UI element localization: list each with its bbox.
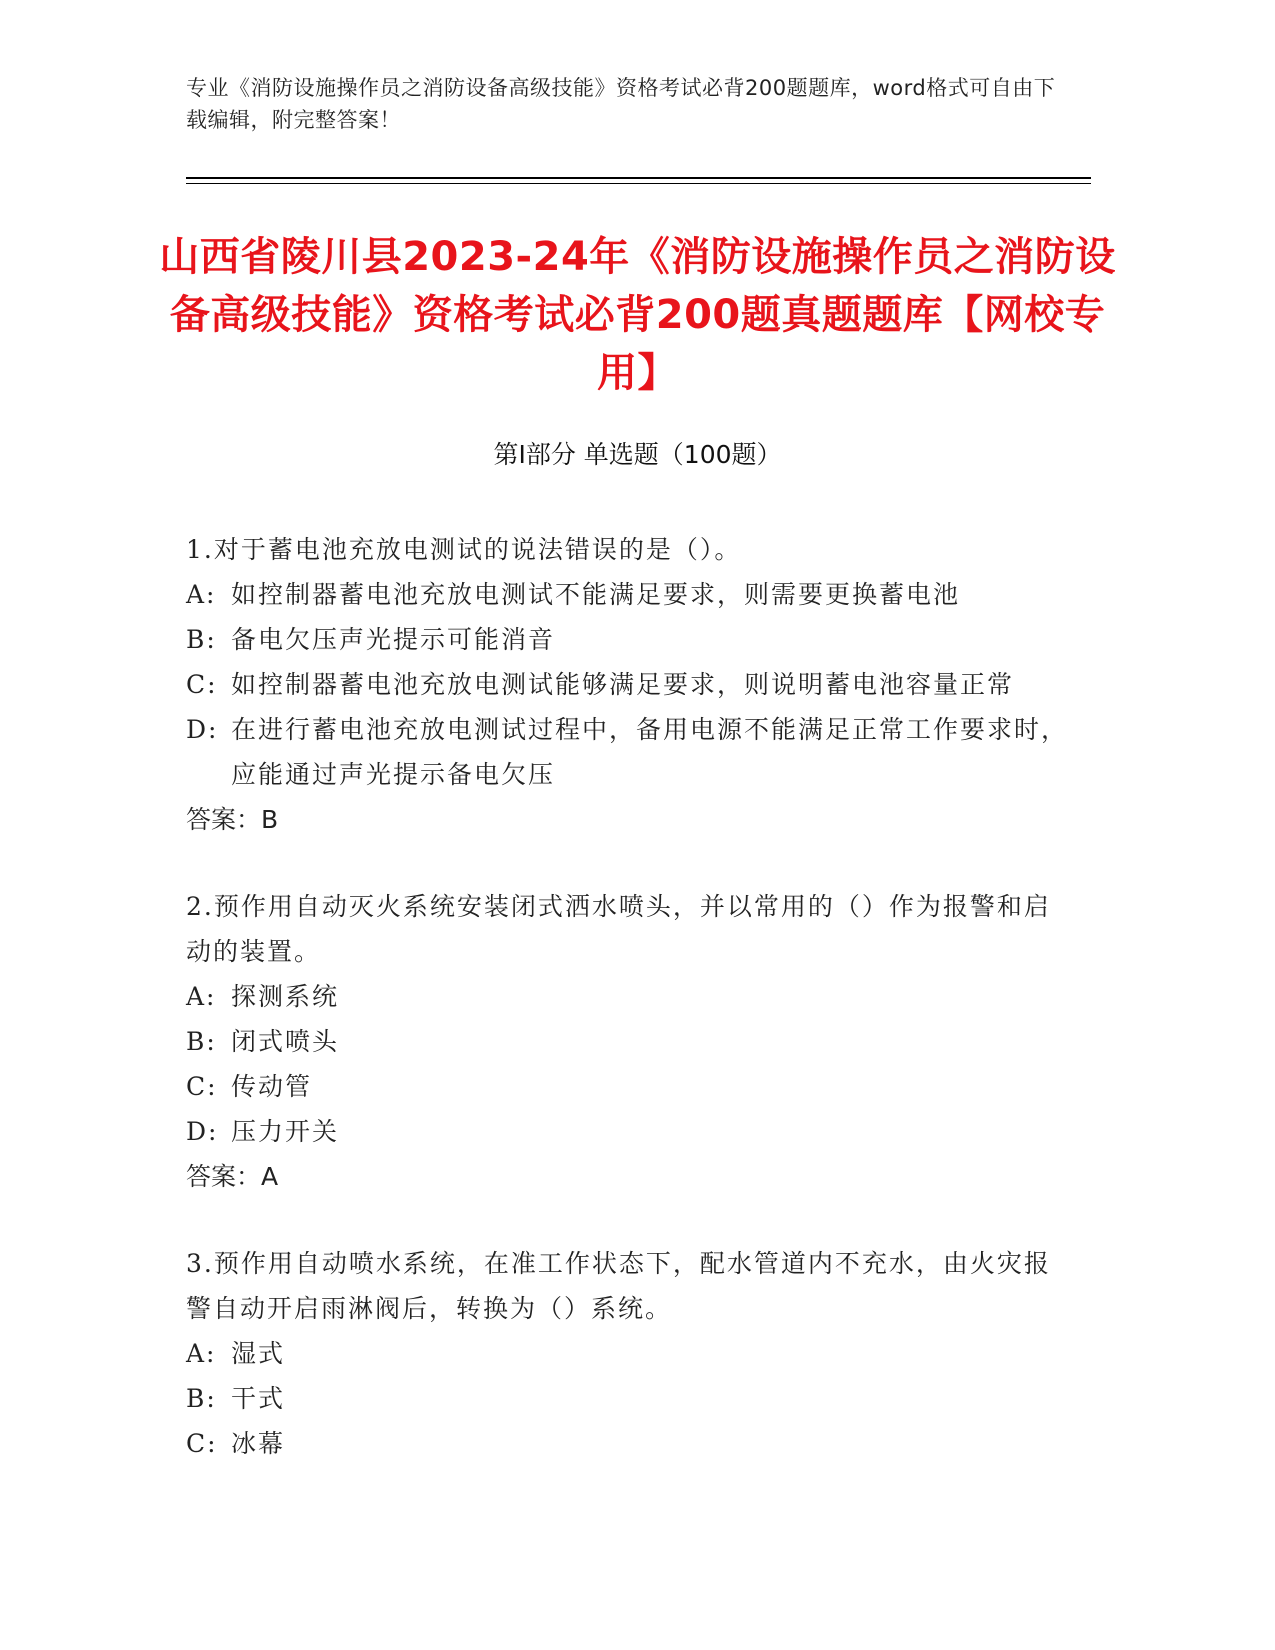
option-text: 如控制器蓄电池充放电测试能够满足要求，则说明蓄电池容量正常 bbox=[231, 670, 1015, 699]
option-key: B: bbox=[186, 1384, 217, 1413]
option-text: 如控制器蓄电池充放电测试不能满足要求，则需要更换蓄电池 bbox=[231, 580, 961, 609]
option-key: B: bbox=[186, 625, 217, 654]
answer: 答案：A bbox=[186, 1162, 279, 1191]
question-stem: 3.预作用自动喷水系统，在准工作状态下，配水管道内不充水，由火灾报警自动开启雨淋阀后，转换为（）系统。 bbox=[186, 1249, 1051, 1323]
question-stem: 2.预作用自动灭火系统安装闭式洒水喷头，并以常用的（）作为报警和启动的装置。 bbox=[186, 892, 1051, 966]
question-list bbox=[186, 527, 1076, 1508]
header-rule-thin bbox=[186, 183, 1091, 184]
option-b bbox=[186, 1019, 1076, 1064]
option-key: A: bbox=[186, 580, 217, 609]
option-key: B: bbox=[186, 1027, 217, 1056]
option-text: 压力开关 bbox=[231, 1117, 340, 1146]
option-key: A: bbox=[186, 1339, 217, 1368]
option-a bbox=[186, 1331, 1076, 1376]
option-a bbox=[186, 572, 1076, 617]
option-text: 干式 bbox=[231, 1384, 286, 1413]
option-b bbox=[186, 1376, 1076, 1421]
option-text: 探测系统 bbox=[231, 982, 340, 1011]
question-3 bbox=[186, 1241, 1076, 1466]
option-text: 在进行蓄电池充放电测试过程中，备用电源不能满足正常工作要求时，应能通过声光提示备电欠压 bbox=[231, 715, 1069, 789]
option-d bbox=[186, 707, 1076, 797]
option-c bbox=[186, 1064, 1076, 1109]
option-key: D: bbox=[186, 1117, 219, 1146]
option-key: C: bbox=[186, 1072, 218, 1101]
question-stem: 1.对于蓄电池充放电测试的说法错误的是（）。 bbox=[186, 535, 742, 564]
option-d bbox=[186, 1109, 1076, 1154]
question-2 bbox=[186, 884, 1076, 1199]
option-text: 备电欠压声光提示可能消音 bbox=[231, 625, 556, 654]
answer: 答案：B bbox=[186, 805, 279, 834]
question-1 bbox=[186, 527, 1076, 842]
option-b bbox=[186, 617, 1076, 662]
option-key: C: bbox=[186, 670, 218, 699]
document-title: 山西省陵川县2023-24年《消防设施操作员之消防设备高级技能》资格考试必背200题真题题库【网校专用】 bbox=[159, 234, 1116, 396]
option-text: 传动管 bbox=[231, 1072, 313, 1101]
option-key: A: bbox=[186, 982, 217, 1011]
option-key: C: bbox=[186, 1429, 218, 1458]
option-text: 冰幕 bbox=[231, 1429, 286, 1458]
option-text: 闭式喷头 bbox=[231, 1027, 340, 1056]
option-text: 湿式 bbox=[231, 1339, 286, 1368]
option-key: D: bbox=[186, 715, 219, 744]
header-rule-thick bbox=[186, 177, 1091, 179]
header-note: 专业《消防设施操作员之消防设备高级技能》资格考试必背200题题库，word格式可自由下载编辑，附完整答案！ bbox=[186, 76, 1056, 132]
option-c bbox=[186, 1421, 1076, 1466]
option-a bbox=[186, 974, 1076, 1019]
section-heading: 第Ⅰ部分 单选题（100题） bbox=[493, 440, 782, 469]
option-c bbox=[186, 662, 1076, 707]
